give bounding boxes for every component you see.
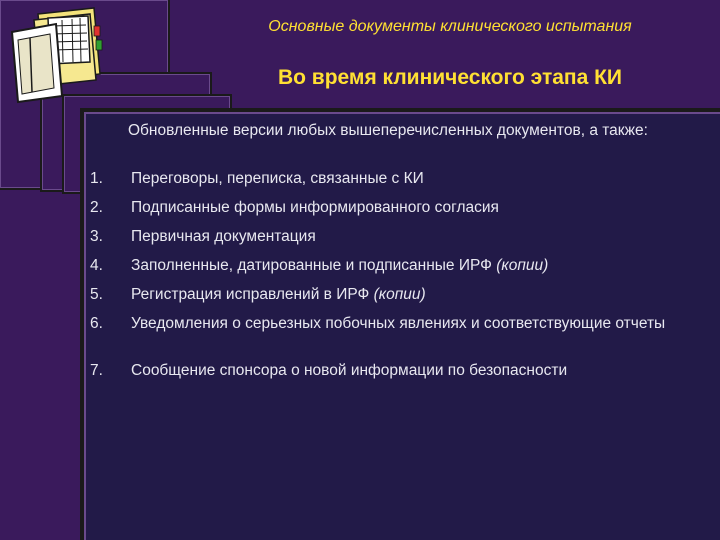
item-number: 5. (90, 286, 103, 303)
copy-note: (копии) (496, 257, 549, 274)
item-number: 2. (90, 199, 103, 216)
item-number: 6. (90, 315, 103, 332)
item-text: Сообщение спонсора о новой информации по безопасности (131, 362, 568, 379)
item-text: Регистрация исправлений в ИРФ (копии) (131, 286, 426, 303)
copy-note: (копии) (373, 286, 426, 303)
item-text: Заполненные, датированные и подписанные ИРФ (копии) (131, 257, 549, 274)
item-number: 4. (90, 257, 103, 274)
slide-title: Во время клинического этапа КИ (277, 66, 623, 89)
intro-text: Обновленные версии любых вышеперечисленных документов, а также: (128, 122, 648, 139)
item-text: Уведомления о серьезных побочных явлениях и соответствующие отчеты (131, 315, 666, 332)
item-number: 7. (90, 362, 103, 379)
slide-subtitle: Основные документы клинического испытания (268, 18, 632, 35)
documents-folder-icon (8, 4, 104, 104)
item-text: Первичная документация (131, 228, 316, 245)
item-text: Подписанные формы информированного согласия (131, 199, 499, 216)
item-text: Переговоры, переписка, связанные с КИ (131, 170, 424, 187)
item-number: 1. (90, 170, 103, 187)
item-number: 3. (90, 228, 103, 245)
